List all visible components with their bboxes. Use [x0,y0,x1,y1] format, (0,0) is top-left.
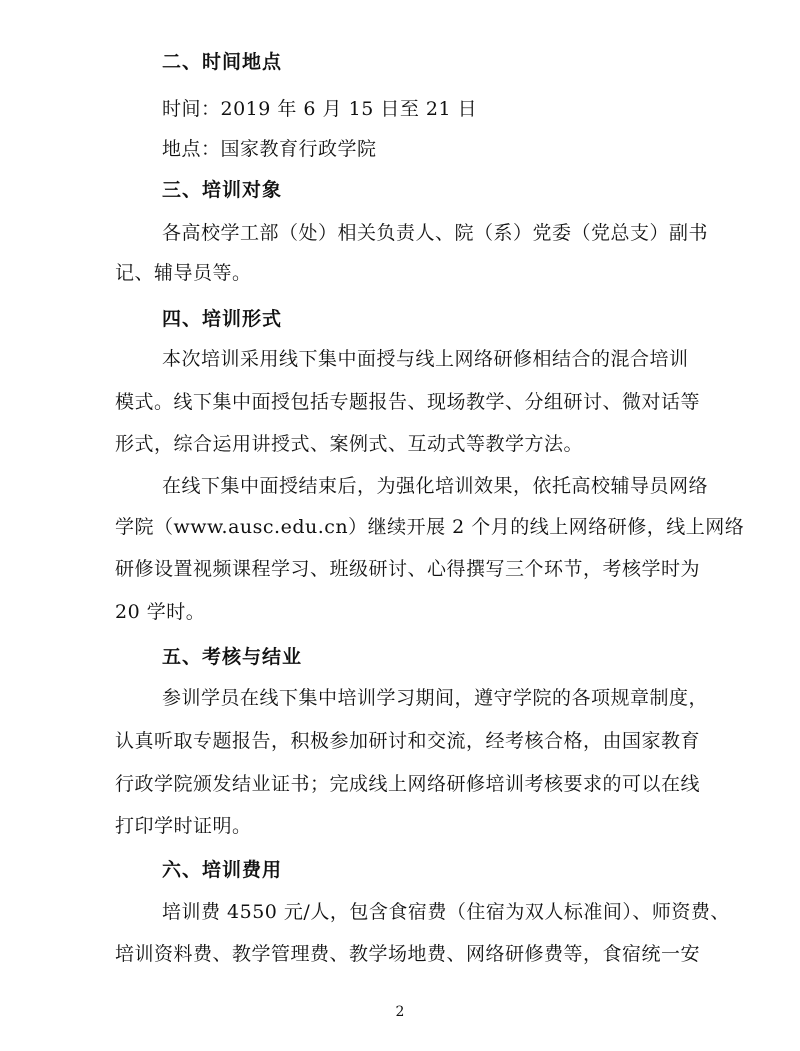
paragraph-line: 学院（www.ausc.edu.cn）继续开展 2 个月的线上网络研修，线上网络 [115,516,745,538]
time-line: 时间：2019 年 6 月 15 日至 21 日 [162,98,478,120]
section-heading-time-place: 二、时间地点 [162,51,283,73]
paragraph-line: 培训资料费、教学管理费、教学场地费、网络研修费等，食宿统一安 [115,943,701,965]
paragraph-line: 本次培训采用线下集中面授与线上网络研修相结合的混合培训 [162,348,689,370]
paragraph-line: 培训费 4550 元/人，包含食宿费（住宿为双人标准间）、师资费、 [162,901,730,923]
section-heading-participants: 三、培训对象 [162,179,283,201]
paragraph-line: 20 学时。 [115,601,206,623]
section-heading-fees: 六、培训费用 [162,859,283,881]
paragraph-line: 记、辅导员等。 [115,262,252,284]
paragraph-line: 行政学院颁发结业证书；完成线上网络研修培训考核要求的可以在线 [115,773,701,795]
paragraph-line: 模式。线下集中面授包括专题报告、现场教学、分组研讨、微对话等 [115,391,701,413]
section-heading-assessment: 五、考核与结业 [162,646,303,668]
section-heading-format: 四、培训形式 [162,308,283,330]
paragraph-line: 形式，综合运用讲授式、案例式、互动式等教学方法。 [115,433,584,455]
paragraph-line: 参训学员在线下集中培训学习期间，遵守学院的各项规章制度， [162,687,709,709]
paragraph-line: 各高校学工部（处）相关负责人、院（系）党委（党总支）副书 [162,222,709,244]
paragraph-line: 认真听取专题报告，积极参加研讨和交流，经考核合格，由国家教育 [115,730,701,752]
place-line: 地点：国家教育行政学院 [162,138,377,160]
paragraph-line: 打印学时证明。 [115,815,252,837]
page-number: 2 [395,1004,405,1020]
paragraph-line: 在线下集中面授结束后，为强化培训效果，依托高校辅导员网络 [162,475,709,497]
paragraph-line: 研修设置视频课程学习、班级研讨、心得撰写三个环节，考核学时为 [115,558,701,580]
